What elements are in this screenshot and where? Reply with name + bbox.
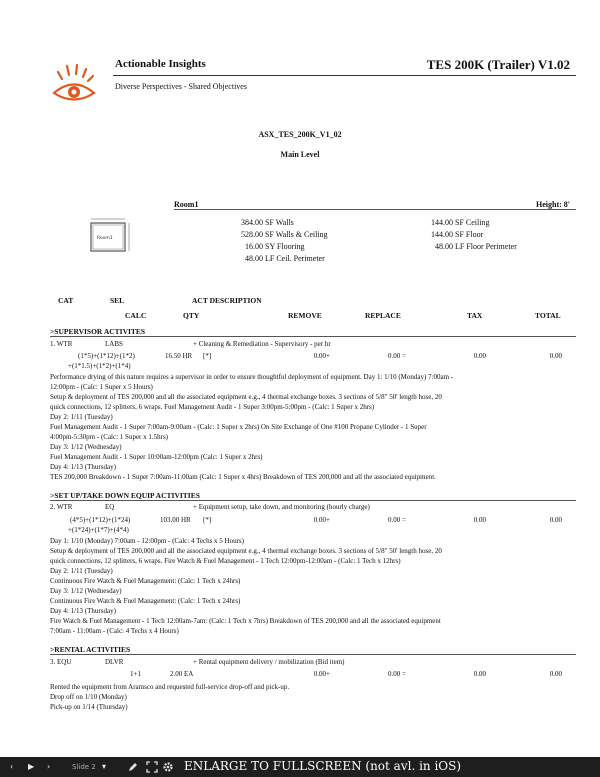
- line-item-tax: 0.00: [473, 516, 486, 524]
- note-line: Continuous Fire Watch & Fuel Management: (Calc: 1 Tech x 24hrs): [50, 597, 241, 605]
- next-slide-button[interactable]: ›: [47, 762, 51, 771]
- measurement-label: SF Floor: [455, 230, 484, 239]
- note-line: Day 2: 1/11 (Tuesday): [50, 413, 113, 421]
- line-item-description: + Rental equipment delivery / mobilization (Bid item): [193, 658, 345, 666]
- line-item-description: + Cleaning & Remediation - Supervisory - per hr: [193, 340, 331, 348]
- measurement-label: LF Ceil. Perimeter: [265, 254, 325, 263]
- room-name: Room1: [174, 200, 199, 209]
- line-item-total: 0.00: [549, 516, 562, 524]
- room-measurements-left: [235, 218, 328, 263]
- line-item-calc: (4*5)+(1*12)+(1*24): [70, 516, 131, 524]
- room-sketch-label: Room1: [97, 236, 113, 241]
- level-name: Main Level: [280, 150, 320, 159]
- note-line: quick connections, 12 splitters, 6 wraps. Fire Watch & Fuel Management - 1 Tech 12:00pm-12:00am - (Calc: 1 Tech x 12hrs): [50, 557, 401, 565]
- measurement-row: [235, 218, 328, 227]
- line-item-calc-cont: +(1*1.5)+(1*2)+(1*4): [68, 362, 131, 370]
- estimate-name: ASX_TES_200K_V1_02: [258, 130, 342, 139]
- measurement-value: 528.00: [241, 230, 263, 239]
- line-item-qty: 2.00 EA: [170, 670, 194, 678]
- gear-icon[interactable]: [162, 761, 174, 773]
- line-item-qty: 16.50 HR: [165, 352, 193, 360]
- col-calc: CALC: [125, 311, 147, 320]
- slide-selector[interactable]: Slide 2: [72, 763, 96, 771]
- measurement-label: LF Floor Perimeter: [455, 242, 517, 251]
- line-item-number: 3. EQU: [50, 658, 72, 666]
- note-line: Day 1: 1/10 (Monday) 7:00am - 12:00pm - (Calc: 4 Techs x 5 Hours): [50, 537, 244, 545]
- play-button[interactable]: ▶: [28, 762, 35, 771]
- slide-dropdown-icon[interactable]: ▾: [102, 762, 107, 771]
- line-item-total: 0.00: [549, 670, 562, 678]
- note-line: 4:00pm-5:30pm - (Calc: 1 Super x 1.5hrs): [50, 433, 169, 441]
- line-item-calc-cont: +(1*24)+(1*7)+(4*4): [68, 526, 129, 534]
- pen-icon[interactable]: [128, 762, 138, 772]
- line-item-number: 2. WTR: [50, 503, 73, 511]
- note-line: Rented the equipment from Aramsco and requested full-service drop-off and pick-up.: [50, 683, 290, 691]
- line-item-notes: [50, 682, 289, 712]
- line-item-sel: DLVR: [105, 658, 124, 666]
- document-title: TES 200K (Trailer) V1.02: [426, 57, 570, 72]
- note-line: Day 4: 1/13 (Thursday): [50, 607, 116, 615]
- note-line: Continuous Fire Watch & Fuel Management: (Calc: 1 Tech x 24hrs): [50, 577, 241, 585]
- line-item-remove: 0.00+: [313, 352, 330, 360]
- section-title: >SUPERVISOR ACTIVITES: [50, 327, 146, 336]
- line-item-qty: 103.00 HR: [160, 516, 191, 524]
- line-item-replace: 0.00 =: [388, 670, 406, 678]
- section-divider: [50, 654, 576, 655]
- line-item-tax: 0.00: [473, 670, 486, 678]
- line-item-tax: 0.00: [473, 352, 486, 360]
- line-item-notes: [50, 372, 453, 482]
- note-line: Fuel Management Audit - 1 Super 10:00am-12:00pm (Calc: 1 Super x 2hrs): [50, 453, 263, 461]
- note-line: Day 2: 1/11 (Tuesday): [50, 567, 113, 575]
- line-item-number: 1. WTR: [50, 340, 73, 348]
- room-divider: [174, 209, 576, 210]
- col-qty: QTY: [183, 311, 200, 320]
- line-item-replace: 0.00 =: [388, 516, 406, 524]
- line-item-remove: 0.00+: [313, 670, 330, 678]
- fullscreen-icon[interactable]: [146, 761, 158, 773]
- note-line: Day 4: 1/13 (Thursday): [50, 463, 116, 471]
- note-line: Fuel Management Audit - 1 Super 7:00am-9:00am - (Calc: 1 Super x 2hrs) On Site Exchange of One #100 Propane Cylinder - 1 Super: [50, 423, 427, 431]
- enlarge-fullscreen-link[interactable]: ENLARGE TO FULLSCREEN (not avl. in iOS): [184, 759, 462, 773]
- measurement-row: [235, 242, 328, 251]
- measurement-row: [425, 218, 517, 227]
- note-line: Fire Watch & Fuel Management - 1 Tech 12:00am-7am: (Calc: 1 Tech x 7hrs) Breakdown of TES 200,000 and all the associated equipment: [50, 617, 441, 625]
- col-remove: REMOVE: [288, 311, 322, 320]
- measurement-row: [425, 242, 517, 251]
- note-line: Day 3: 1/12 (Wednesday): [50, 587, 122, 595]
- col-sel: SEL: [110, 296, 125, 305]
- measurement-value: 48.00: [245, 254, 263, 263]
- note-line: Setup & deployment of TES 200,000 and all the associated equipment e.g., 4 thermal exchange boxes. 3 sections of 5/8" 50' length hose, 20: [50, 393, 442, 401]
- note-line: Drop off on 1/10 (Monday): [50, 693, 127, 701]
- col-tax: TAX: [467, 311, 483, 320]
- section-title: >RENTAL ACTIVITIES: [50, 645, 131, 654]
- measurement-row: [235, 254, 328, 263]
- line-item-flag: [*]: [203, 352, 212, 360]
- measurement-value: 384.00: [241, 218, 263, 227]
- section-divider: [50, 336, 576, 337]
- line-item-sel: EQ: [105, 503, 115, 511]
- line-item-sel: LABS: [105, 340, 123, 348]
- line-item-flag: [*]: [203, 516, 212, 524]
- room-height: Height: 8': [536, 200, 570, 209]
- viewer-toolbar: [0, 757, 600, 777]
- note-line: 7:00am - 11:00am - (Calc: 4 Techs x 4 Hours): [50, 627, 179, 635]
- measurement-label: SF Walls & Ceiling: [265, 230, 328, 239]
- company-tagline: Diverse Perspectives - Shared Objectives: [115, 82, 247, 91]
- note-line: Setup & deployment of TES 200,000 and all the associated equipment e.g., 4 thermal exchange boxes. 3 sections of 5/8" 50' length hose, 20: [50, 547, 442, 555]
- line-item-notes: [50, 536, 442, 636]
- col-act-desc: ACT DESCRIPTION: [192, 296, 262, 305]
- line-item-description: + Equipment setup, take down, and monitoring (hourly charge): [193, 503, 370, 511]
- line-item-remove: 0.00+: [313, 516, 330, 524]
- note-line: Day 3: 1/12 (Wednesday): [50, 443, 122, 451]
- section-title: >SET UP/TAKE DOWN EQUIP ACTIVITIES: [50, 491, 200, 500]
- measurement-row: [235, 230, 328, 239]
- note-line: TES 200,000 Breakdown - 1 Super 7:00am-11:00am (Calc: 1 Super x 4hrs) Breakdown of TES 200,000 and all the associated equipment.: [50, 473, 436, 481]
- company-name: Actionable Insights: [115, 58, 206, 70]
- measurement-label: SF Walls: [265, 218, 294, 227]
- col-total: TOTAL: [535, 311, 561, 320]
- col-replace: REPLACE: [365, 311, 401, 320]
- col-cat: CAT: [58, 296, 74, 305]
- line-item-calc: (1*5)+(1*12)+(1*2): [78, 352, 135, 360]
- measurement-value: 48.00: [435, 242, 453, 251]
- measurement-value: 16.00: [245, 242, 263, 251]
- note-line: Pick-up on 1/14 (Thursday): [50, 703, 128, 711]
- measurement-label: SF Ceiling: [455, 218, 490, 227]
- note-line: quick connections, 12 splitters, 6 wraps. Fuel Management Audit - 1 Super 3:00pm-5:00pm - (Calc: 1 Super x 2hrs): [50, 403, 375, 411]
- measurement-value: 144.00: [431, 218, 453, 227]
- section-divider: [50, 500, 576, 501]
- note-line: 12:00pm - (Calc: 1 Super x 5 Hours): [50, 383, 153, 391]
- room-sketch: [85, 215, 135, 255]
- eye-logo-icon: [48, 62, 100, 106]
- measurement-row: [425, 230, 517, 239]
- room-measurements-right: [425, 218, 517, 251]
- measurement-value: 144.00: [431, 230, 453, 239]
- note-line: Performance drying of this nature requires a supervisor in order to ensure thoughtful deployment of equipment. Day 1: 1/10 (Monday) 7:00am -: [50, 373, 454, 381]
- measurement-label: SY Flooring: [265, 242, 305, 251]
- line-item-replace: 0.00 =: [388, 352, 406, 360]
- header-divider: [113, 75, 576, 76]
- prev-slide-button[interactable]: ‹: [10, 762, 14, 771]
- line-item-calc: 1+1: [130, 670, 141, 678]
- line-item-total: 0.00: [549, 352, 562, 360]
